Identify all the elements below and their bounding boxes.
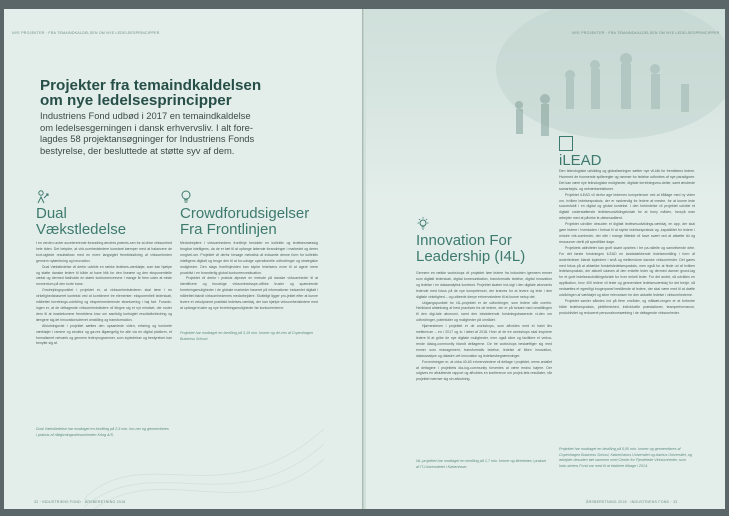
person-arrow-icon: [36, 189, 50, 205]
section-title-ilead: iLEAD: [559, 152, 602, 169]
right-page: [366, 9, 725, 509]
decorative-swirl: [84, 399, 324, 509]
running-header: NYE PROJEKTER · FRA TEMAINDKALDELSEN OM NYE LEDELSESPRINCIPPER: [12, 31, 160, 35]
paragraph: Dual Vækstledelse vil derfor udvikle en række ledelses-værktøjer, som kan hjælpe og støtte danske ledere til både at have blik for den lineære og den eksponentielle vækst og dermed fastholde en stærk konkurrenceevne i mange år frem uden at miste momentum på den korte bane.: [36, 264, 172, 287]
lead-line: lagdes 58 projektansøgninger for Industriens Fonds: [40, 133, 255, 144]
lead-paragraph: [40, 110, 330, 156]
lead-line: bestyrelse, der besluttede at støtte syv af dem.: [40, 144, 235, 156]
article-body: [416, 271, 552, 383]
article-body: [36, 241, 172, 347]
paragraph: Projektet iLEAD vil derfor øge ledernes kompetencer ved at båltage med ny viden om, hvilken ledelsespraksis, der er nødvendig for ledere at mestre, for at kunne lede succesfuldt i en digital og global kontekst. I den forbindelse vil projektet udvikle et digitalt understøttende ledelsesudviklingsforløb for at forny måden, hvorpå man arbejder med at påvirke le-delsesadfærd.: [559, 192, 695, 221]
paragraph: Projektets aktiviteter kan groft skønt opdeles i tre pa-rallelle og samvirkende dele. For det første forskningen iLEAD en landsdækkende ledelsesmåling i form af anderledeser blandt topledere i små og mellemstore danske virksomheder. Det gøres med fokus på at afdække forskelsledelsespraksis, men også for at finde ud af hvilken ledelsespraksis, der aktuelt udøves af den enkelte leder og dermed danner grund-lag for et godt ledelsesudviklingsforløb for hver enkelt leder. For det andet, så udvikles en applikation, hvor 400 ledere vil teste og gennemføre ledelsesværktøj for det tredje, så nedsættes et egentligt brugerpanel bestående af ledere, der skal være med til at drøfte udviklingen af værktøjet og sikre relevansen for den aktuelle ledelse i virksomhederne.: [559, 245, 695, 298]
paragraph: Projektet udvikler desuden et digitalt ledelsesudviklings-værktøj, en app, der skal gøre ledere i hverdaden i fortsat til at styrke ledelsespraksis og -kapabilitet for ledere i mindre virk-somheder, der ofte i mange tilfælde vil have svært ved at afsætte tid og ressourcer dertil på specifikke dage.: [559, 222, 695, 244]
paragraph: Hjørnestenen i projektet er de workshops, som afholdes med et halvt års mellemrum – en i 2017 og to i løbet af 2018. Hver af de tre workshops skal inspirere ledere til at gribe de nye digitale muligheder, men også sikre og facilitere et vedva-rende dialog-community blandt deltagerne. De tre workshops beskæftiger sig med emner som management, transformativ ledelse, ledelse af åben innovation, datananalyse og datadre-vet innovation og ledelsesbegrænsninger.: [416, 324, 552, 358]
paragraph: Afslutningsvist i projektet sættes den opsamlede viden, erfaring og konkrete værktøjer i ramme og struktur og gø-res tilgængelig for alle via en digital platform, et formaliseret netværk og gennem lederprogrammer, som topledelser og bestyrelser kan benytte sig af.: [36, 323, 172, 346]
paragraph: Omdrejningspunktet i projektet er, at virksomhedslederen skal lære i en virkelighedsbaseret kontekst ved at kombinere tre elementer: eksponentielt lederskab, målrettet forretnings-udvikling og eksperimenterende eksekvering i høj fart. Forankr-ingen er, at de deltagende virksomhedsledere vil tilegne sig et nyt mindset, der ruster dem til at imødekomme fremtidens krav om samtidig kortsigtet resultatforbedring og længere sig-tet innovationsdrevet omstilling og transformation.: [36, 288, 172, 322]
left-page: [4, 9, 364, 509]
lead-line: om ledelsesgerningen i dansk erhvervsliv. I alt fore-: [40, 121, 253, 133]
page-headline: [40, 78, 320, 108]
title-line: Innovation For: [416, 232, 512, 249]
section-title-dual: [36, 206, 126, 238]
lightbulb-rays-icon: [416, 216, 430, 232]
lead-line: Industriens Fond udbød i 2017 en temaindkaldelse: [40, 110, 251, 121]
title-line: Crowdforudsigelser: [180, 205, 310, 222]
paragraph: Udgangspunktet for I4L-projektet er de udfordringer, som ledere står overfor. Herikland afdækning af best practices fra de ledere, der er på forkant med omstillingen til den digi-tale økonomi, samt den eksisterende forskningsbaserede vi-den om udfordringer, potentialer og muligheder på området.: [416, 300, 552, 323]
paragraph: I en verden under accelererende forandring ændres præmis-sen for at drive virksomhed hele tiden. Det betyder, at virk-somhedsledere konstant kæmper med at balancere de kort-sigtede resultatkrav med en mere langsigtet fremtidssikring af virksomheden gennem nytænkning og innovation.: [36, 241, 172, 263]
square-icon: [559, 136, 573, 151]
section-title-crowd: [180, 206, 309, 238]
running-header: NYE PROJEKTER · FRA TEMAINDKALDELSEN OM NYE LEDELSESPRINCIPPER: [572, 31, 720, 35]
grant-note: Projektet har modtaget en bevilling på 5,00 mio. kroner og gennemføres af Copenhagen Business School, Københavns Universitet og Aarhus Universitet, og arbejder desuden tæt sammen med Center for Fjerdelede Virksomheder, som Indu-striens Fond var med til at etablere tilbage i 2014.: [559, 447, 692, 469]
paragraph: Medarbejdere i virksomhedens frontlinje besidder en kollektiv og ledelsesmæssig brugbar intelligens, da de er tæt til at opfange løbende forandringer i markedet og deres omgivel-ser. Projektet vil derfor forsøge metodisk at indsamle denne form for kollektiv intelligens digitalt og bruge den til at for-udsige operationelle udfordringer og strategiske muligheder. Den slags frontlinjeviden kan styrke ledelsens evne til at agere mere proaktivt i en foranderlig global konkurrencesituation.: [180, 241, 318, 275]
paragraph: Den teknologiske udvikling og globaliseringen sætter nye vil-kår for fremtidens ledere. Hvormed de tvunnende spilleregler og rammer for ledelse udfordres af nye paradigmer. Det kan være nye teknologiske muligheder, digitale forretningsmo-deller, samt ændrede samarbejds- og netværksrelationer.: [559, 169, 695, 191]
article-body: [180, 241, 318, 312]
grant-note: Dual Vækstledelse har modtaget en bevilling på 2,5 mio. kro-ner og gennemføres i praksis af rådgivningsvirksomheden Kring A/S.: [36, 427, 169, 437]
title-line: Fra Frontlinjen: [180, 221, 277, 238]
paragraph: Projektet samler således ind på flere områder, og målsæt-ningen er at forbedre både ledelsespraksis, jobtilfredshed, individuelle præstationer, teamperformance, produktivitet og reduceret personaleomsætning i de deltagende virksomheder.: [559, 298, 695, 315]
grant-note: Projektet har modtaget en bevilling på 3,19 mio. kroner og dri-ves af Copenhagen Business School.: [180, 331, 314, 341]
headline-line: Projekter fra temaindkaldelsen: [40, 77, 262, 94]
title-line: Leadership (I4L): [416, 248, 526, 265]
paragraph: Projektet vil derfor i praksis afprøve en metode på danske virksomheder til at identificere og forudsige virksomhedsspe-cifikke trusler og spændende forretningsmuligheder i de globale markeder baseret på informationer indsamlet digitalt i målrettet blandt virksomhedernes medarbejdere. Slutteligt ligger pro-jektet efter at kunne levere et veludprøvet praktiskt ledelses-værktøj, der kan hjælpe virksomhedsledere med at opfange trusler og nye forretningsmuligheder før konkurrenterne.: [180, 276, 318, 310]
title-line: Vækstledelse: [36, 221, 127, 238]
paragraph: Gennem en række workshops vil projektet føre ledere fra industrien igennem emner som digitalt lederskab, digital kommunikation, transformativ ledelse, digital innovation og ledelse i en dataanalytisk kontekst. Projektet skaber ind-sigt i den digitale økonomis ledende med fokus på de nye kompetencer, der kræves for at levere og lede i den digitale virkelighed – og udbrede denye erhvervsledere til at kunne netop det.: [416, 271, 552, 299]
article-body: [559, 169, 695, 317]
page-footer: ÅRSBERETNING 2018 · INDUSTRIENS FOND · 33: [586, 500, 678, 504]
headline-line: om nye ledelsesprincipper: [40, 92, 232, 109]
section-title-i4l: [416, 233, 525, 265]
page-footer: 32 · INDUSTRIENS FOND · ÅRSBERETNING 2018: [34, 500, 126, 504]
title-line: Dual: [36, 205, 67, 222]
grant-note: I4L-projektet har modtaget en bevilling på 1,7 mio. kroner og tilrettelæs i praksis af IT-Universitetet i København.: [416, 459, 547, 469]
lightbulb-icon: [179, 189, 193, 205]
paragraph: Forventningen er, at cirka 40-60 erhvervsledere vil deltage i projektet, mens antallet af deltagere i projektets dia-log-community forventes at være endnu højere. Der udgives en afsluttende rapport og afholdes en konference om projek-tets resultater, når projektet nærmer sig sin afslutning.: [416, 359, 552, 382]
